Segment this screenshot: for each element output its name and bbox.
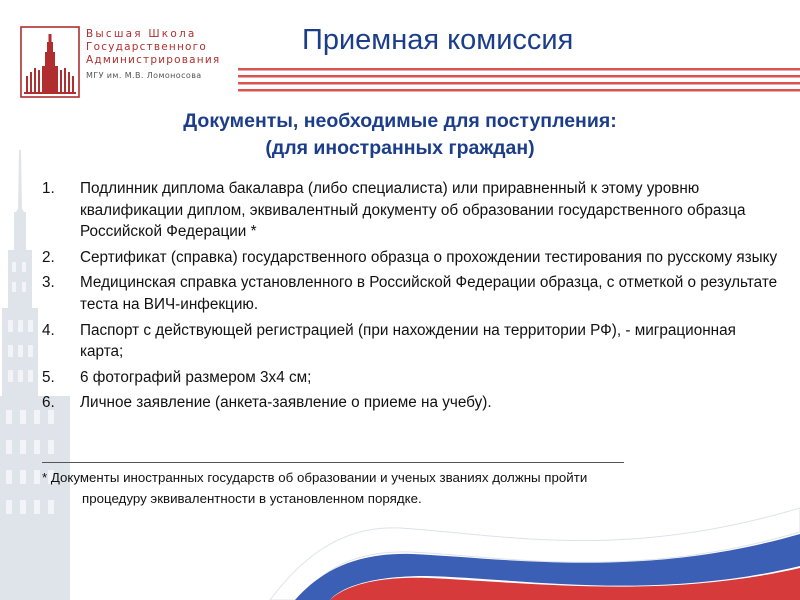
item-number: 2. <box>42 248 55 266</box>
footnote-line-2: процедуру эквивалентности в установленном порядке. <box>82 491 422 506</box>
item-text: Подлинник диплома бакалавра (либо специалиста) или приравненный к этому уровню квалификации диплом, эквивалентный документу об образовании государственного образца Российской Федерации * <box>80 180 746 241</box>
item-text: Медицинская справка установленного в Российской Федерации образца, с отметкой о результате теста на ВИЧ-инфекцию. <box>80 274 778 313</box>
list-item <box>42 272 782 315</box>
requirements-list <box>42 178 782 418</box>
page-title: Приемная комиссия <box>302 24 574 56</box>
list-item <box>42 367 782 389</box>
footnote-divider <box>42 462 624 463</box>
item-number: 5. <box>42 368 55 386</box>
logo-line-2: Государственного <box>86 41 208 53</box>
header-stripes <box>238 68 800 98</box>
university-building-icon <box>20 26 80 98</box>
heading-line-1: Документы, необходимые для поступления: <box>183 110 617 132</box>
logo-line-1: Высшая Школа <box>86 28 197 40</box>
list-item <box>42 320 782 363</box>
list-item <box>42 178 782 243</box>
item-text: 6 фотографий размером 3х4 см; <box>80 368 312 386</box>
item-text: Сертификат (справка) государственного образца о прохождении тестирования по русскому языку <box>80 248 778 266</box>
school-logo <box>20 26 221 98</box>
item-number: 1. <box>42 180 55 197</box>
heading-line-2: (для иностранных граждан) <box>265 137 535 159</box>
flag-wave-decoration <box>0 470 800 600</box>
logo-subtitle: МГУ им. М.В. Ломоносова <box>86 71 202 80</box>
list-item <box>42 392 782 414</box>
document-heading <box>0 108 800 162</box>
item-number: 3. <box>42 274 55 292</box>
item-text: Личное заявление (анкета-заявление о приеме на учебу). <box>80 394 492 412</box>
footnote-line-1: * Документы иностранных государств об образовании и ученых званиях должны пройти <box>42 470 588 485</box>
item-text: Паспорт с действующей регистрацией (при нахождении на территории РФ), - миграционная карта; <box>80 321 736 361</box>
item-number: 6. <box>42 394 55 412</box>
logo-line-3: Администрирования <box>86 54 221 66</box>
list-item <box>42 247 782 269</box>
item-number: 4. <box>42 321 55 339</box>
